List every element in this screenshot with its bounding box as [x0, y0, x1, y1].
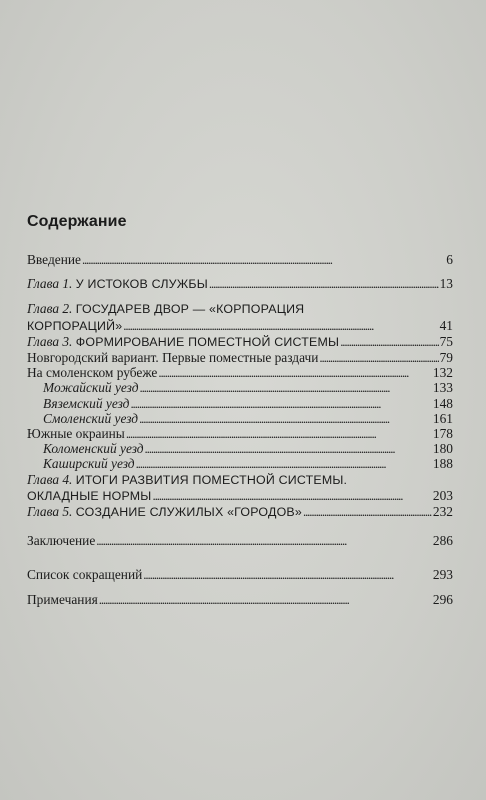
dot-leader — [139, 411, 432, 426]
page-number: 203 — [432, 487, 453, 503]
chapter-label: Глава 4. — [27, 471, 73, 487]
toc-entry-subsection — [27, 441, 453, 456]
toc-entry-chapter-5 — [27, 504, 453, 520]
toc-entry-subsection — [27, 396, 453, 411]
toc-heading: Содержание — [27, 213, 127, 230]
entry-title: Вяземский уезд — [43, 395, 130, 411]
entry-title: Южные окраины — [27, 426, 125, 442]
entry-title: Можайский уезд — [43, 380, 139, 396]
page-number: 296 — [432, 591, 453, 607]
toc-entry-abbreviations — [27, 567, 453, 582]
toc-entry-chapter-3 — [27, 334, 453, 350]
toc-entry-section — [27, 426, 453, 441]
page-number: 293 — [432, 567, 453, 583]
page-number: 180 — [432, 441, 453, 457]
entry-title: Заключение — [27, 533, 96, 549]
page-number: 13 — [439, 276, 453, 292]
entry-title: ФОРМИРОВАНИЕ ПОМЕСТНОЙ СИСТЕМЫ — [75, 334, 340, 349]
page-number: 178 — [432, 426, 453, 442]
page-number: 79 — [439, 350, 453, 366]
dot-leader — [130, 396, 431, 411]
dot-leader — [152, 488, 431, 503]
toc-entry-section — [27, 350, 453, 365]
toc-entry-section — [27, 365, 453, 380]
page-number: 133 — [432, 380, 453, 396]
entry-title: Смоленский уезд — [43, 410, 139, 426]
dot-leader — [139, 380, 431, 395]
dot-leader — [96, 533, 432, 548]
toc-entry-subsection — [27, 411, 453, 426]
page-number: 188 — [432, 456, 453, 472]
dot-leader — [303, 504, 432, 519]
entry-title: СОЗДАНИЕ СЛУЖИЛЫХ «ГОРОДОВ» — [75, 505, 302, 520]
dot-leader — [145, 441, 432, 456]
dot-leader — [340, 334, 438, 349]
page-number: 286 — [432, 533, 453, 549]
dot-leader — [158, 365, 432, 380]
dot-leader — [319, 350, 438, 365]
toc-entry-subsection — [27, 380, 453, 395]
dot-leader — [136, 456, 432, 471]
toc-entry-conclusion — [27, 533, 453, 548]
toc-list — [27, 252, 453, 607]
entry-title-continuation: КОРПОРАЦИЙ» — [27, 318, 123, 333]
entry-title: Новгородский вариант. Первые поместные раздачи — [27, 350, 319, 366]
entry-title: У ИСТОКОВ СЛУЖБЫ — [75, 277, 208, 292]
toc-entry-introduction — [27, 252, 453, 267]
dot-leader — [143, 567, 432, 582]
entry-title: Коломенский уезд — [43, 441, 144, 457]
toc-entry-subsection — [27, 456, 453, 471]
entry-title: Примечания — [27, 591, 98, 607]
page-number: 75 — [439, 333, 453, 349]
page-number: 148 — [432, 395, 453, 411]
toc-entry-chapter-4 — [27, 472, 453, 504]
toc-entry-notes — [27, 592, 453, 607]
toc-entry-chapter-2 — [27, 301, 453, 333]
entry-title: ГОСУДАРЕВ ДВОР — «КОРПОРАЦИЯ — [75, 302, 305, 317]
page-number: 161 — [432, 410, 453, 426]
chapter-label: Глава 1. — [27, 276, 73, 292]
chapter-label: Глава 5. — [27, 504, 73, 520]
page-number: 6 — [446, 252, 453, 267]
entry-title: На смоленском рубеже — [27, 365, 158, 381]
page-number: 232 — [432, 504, 453, 520]
page-number: 41 — [439, 317, 453, 333]
dot-leader — [209, 276, 439, 291]
toc-entry-chapter-1 — [27, 276, 453, 292]
dot-leader — [82, 252, 445, 267]
entry-title-continuation: ОКЛАДНЫЕ НОРМЫ — [27, 488, 152, 503]
dot-leader — [126, 426, 432, 441]
page-number: 132 — [432, 365, 453, 381]
entry-title: Введение — [27, 252, 81, 267]
entry-title: Каширский уезд — [43, 456, 135, 472]
chapter-label: Глава 2. — [27, 301, 73, 317]
dot-leader — [123, 318, 438, 333]
entry-title: Список сокращений — [27, 567, 143, 583]
chapter-label: Глава 3. — [27, 333, 73, 349]
dot-leader — [99, 592, 432, 607]
entry-title: ИТОГИ РАЗВИТИЯ ПОМЕСТНОЙ СИСТЕМЫ. — [75, 472, 348, 487]
